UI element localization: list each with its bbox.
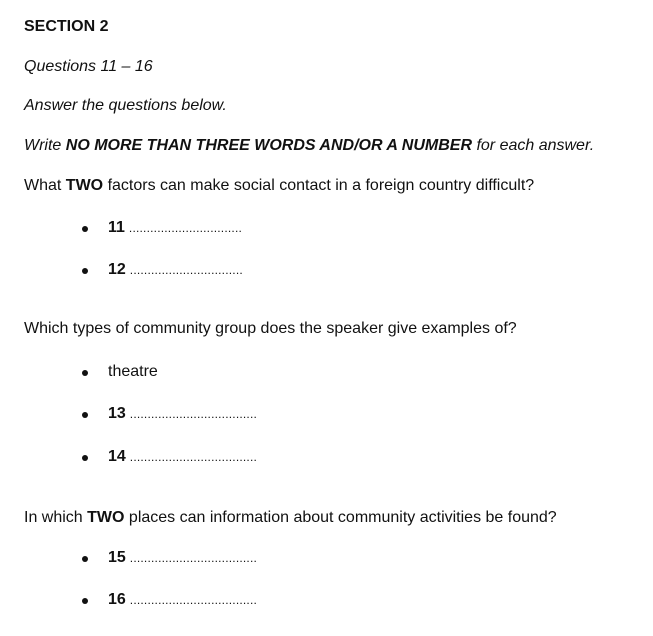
answer-item-12[interactable] bbox=[108, 261, 243, 279]
instruction-bold: NO MORE THAN THREE WORDS AND/OR A NUMBER bbox=[65, 137, 472, 154]
question-number: 12 bbox=[108, 261, 126, 278]
answer-blank[interactable]: .................................... bbox=[129, 407, 258, 421]
section-title: SECTION 2 bbox=[24, 18, 109, 35]
q3-pre: In which bbox=[24, 509, 88, 526]
answer-blank[interactable]: .................................... bbox=[129, 593, 258, 607]
question-number: 11 bbox=[108, 219, 125, 236]
q1-post: factors can make social contact in a foreign country difficult? bbox=[103, 177, 535, 194]
bullet-icon bbox=[82, 226, 88, 232]
instruction-post: for each answer. bbox=[472, 137, 595, 154]
example-theatre: theatre bbox=[108, 363, 158, 380]
question-group-2: Which types of community group does the speaker give examples of? bbox=[24, 320, 517, 337]
answer-blank[interactable]: .................................... bbox=[129, 450, 258, 464]
answer-item-13[interactable] bbox=[108, 405, 257, 423]
question-number: 16 bbox=[108, 591, 126, 608]
question-number: 15 bbox=[108, 549, 126, 566]
answer-item-11[interactable] bbox=[108, 219, 242, 237]
question-number: 13 bbox=[108, 405, 126, 422]
instruction-word-limit bbox=[24, 137, 594, 155]
instruction-pre: Write bbox=[24, 137, 66, 154]
question-group-3 bbox=[24, 509, 557, 527]
answer-blank[interactable]: .................................... bbox=[129, 551, 258, 565]
bullet-icon bbox=[82, 556, 88, 562]
instruction-answer: Answer the questions below. bbox=[24, 97, 227, 114]
bullet-icon bbox=[82, 455, 88, 461]
q1-pre: What bbox=[24, 177, 66, 194]
answer-blank[interactable]: ................................ bbox=[129, 263, 243, 277]
questions-range: Questions 11 – 16 bbox=[24, 58, 153, 75]
answer-blank[interactable]: ................................ bbox=[128, 221, 243, 235]
answer-item-14[interactable] bbox=[108, 448, 257, 466]
q1-bold: TWO bbox=[65, 177, 104, 194]
bullet-icon bbox=[82, 370, 88, 376]
question-number: 14 bbox=[108, 448, 126, 465]
q3-bold: TWO bbox=[87, 509, 125, 526]
bullet-icon bbox=[82, 598, 88, 604]
q3-post: places can information about community activities be found? bbox=[124, 509, 557, 526]
bullet-icon bbox=[82, 268, 88, 274]
bullet-icon bbox=[82, 412, 88, 418]
answer-item-16[interactable] bbox=[108, 591, 257, 609]
question-group-1 bbox=[24, 177, 534, 195]
answer-item-15[interactable] bbox=[108, 549, 257, 567]
